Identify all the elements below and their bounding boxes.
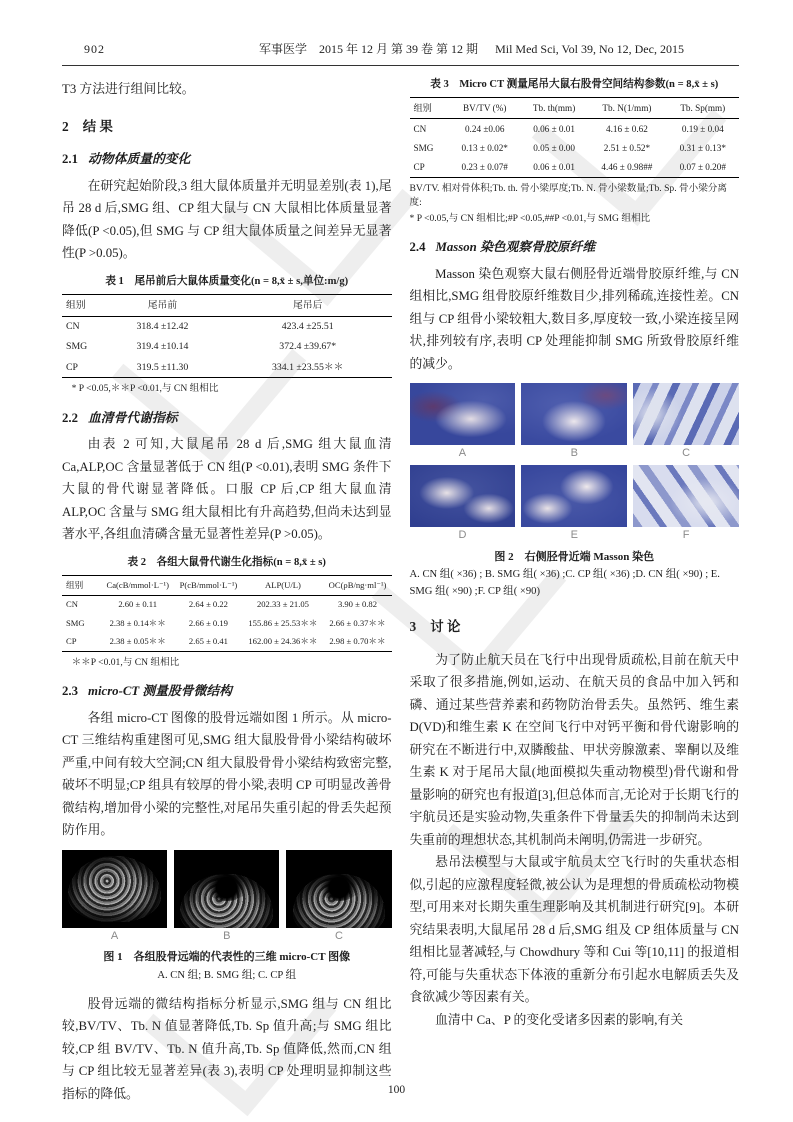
masson-image-cn-90 bbox=[410, 465, 516, 527]
subsection-number: 2.1 bbox=[62, 152, 78, 167]
subsection-title: 动物体质量的变化 bbox=[88, 152, 191, 167]
journal-title-en: Mil Med Sci, Vol 39, No 12, Dec, 2015 bbox=[495, 42, 684, 56]
column-header: P(cB/mmol·L⁻¹) bbox=[174, 575, 242, 595]
table-row bbox=[410, 119, 740, 139]
paragraph-microstructure-indexes: 股骨远端的微结构指标分析显示,SMG 组与 CN 组比较,BV/TV、Tb. N 值显著降低,Tb. Sp 值升高;与 SMG 组比较,CP 组 BV/TV、Tb. N 值升高,Tb. Sp 值降低,然而,CN 组与 CP 组比较无显著差异(表 3),表明 CP 处理明显抑制这些指标的降低。 bbox=[62, 996, 392, 1101]
column-header: Ca(cB/mmol·L⁻¹) bbox=[101, 575, 174, 595]
section-number: 2 bbox=[62, 118, 69, 134]
cell: 0.23 ± 0.07# bbox=[461, 162, 508, 173]
right-column bbox=[410, 78, 740, 1105]
cell: 423.4 ±25.51 bbox=[281, 321, 334, 333]
figure1-caption: 图 1 各组股骨远端的代表性的三维 micro-CT 图像 bbox=[103, 951, 351, 964]
cell: 162.00 ± 24.36＊＊ bbox=[248, 635, 318, 646]
figure2-panel-f bbox=[633, 465, 739, 542]
figure2-caption: 图 2 右侧胫骨近端 Masson 染色 bbox=[494, 550, 655, 563]
column-header: 尾吊后 bbox=[224, 294, 392, 316]
cell: 0.19 ± 0.04 bbox=[681, 123, 724, 134]
microct-image-smg bbox=[174, 850, 279, 928]
cell: CP bbox=[413, 162, 425, 173]
column-header: OC(ρB/ng·ml⁻¹) bbox=[323, 575, 391, 595]
cell: 334.1 ±23.55＊＊ bbox=[271, 361, 344, 373]
cell: 0.13 ± 0.02* bbox=[461, 142, 508, 153]
section-title: 结 果 bbox=[82, 118, 113, 134]
figure2-panel-c bbox=[633, 383, 739, 460]
paragraph-masson: Masson 染色观察大鼠右侧胫骨近端骨胶原纤维,与 CN 组相比,SMG 组骨胶原纤维数目少,排列稀疏,连接性差。CN 组与 CP 组骨小梁较粗大,数目多,厚度较一致,小梁连接呈网状,排列较有序,表明 CP 处理能抑制 SMG 所致骨胶原纤维的减少。 bbox=[409, 266, 739, 371]
figure2-panel-a bbox=[410, 383, 516, 460]
panel-label: D bbox=[458, 529, 467, 542]
cell: SMG bbox=[66, 617, 85, 628]
section-heading-2 bbox=[62, 115, 392, 139]
section-number: 3 bbox=[409, 619, 417, 635]
figure1-block bbox=[62, 850, 392, 985]
discussion-paragraph-2: 悬吊法模型与大鼠或宇航员太空飞行时的失重状态相似,引起的应激程度轻微,被公认为是理想的骨质疏松动物模型,可用来对长期失重生理影响及其机制进行研究[9]。本研究结果表明,大鼠尾吊 28 d 后,SMG 组及 CP 组体质量与 CN 组相比显著减轻,与 Chowdhury 等和 Cui 等[10,11] 的报道相符,可能与失重状态下体液的重新分布引起水电解质丢失及食欲减少等因素有关。 bbox=[409, 855, 739, 1005]
panel-label: C bbox=[682, 447, 691, 460]
footer-page-number: 100 bbox=[387, 1084, 406, 1096]
table1-header-row bbox=[62, 294, 392, 316]
cell: CN bbox=[413, 123, 427, 134]
header-page-number: 902 bbox=[84, 42, 105, 56]
subsection-heading-2-3 bbox=[62, 680, 392, 703]
table-row bbox=[410, 138, 740, 157]
left-column bbox=[62, 78, 392, 1105]
table-row bbox=[62, 316, 392, 337]
table3-header-row bbox=[410, 97, 740, 118]
cell: 0.07 ± 0.20# bbox=[679, 162, 726, 173]
panel-label: F bbox=[682, 529, 690, 542]
cell: 319.5 ±11.30 bbox=[136, 361, 189, 373]
table-row bbox=[410, 158, 740, 178]
table2 bbox=[62, 575, 392, 652]
cell: 2.60 ± 0.11 bbox=[118, 599, 158, 610]
figure2-block bbox=[410, 383, 740, 601]
cell: 3.90 ± 0.82 bbox=[337, 599, 378, 610]
panel-label: A bbox=[458, 447, 467, 460]
table2-header-row bbox=[62, 575, 392, 595]
panel-label: A bbox=[110, 929, 119, 942]
table-row bbox=[62, 357, 392, 378]
bone-structure bbox=[68, 856, 161, 922]
section-heading-3 bbox=[410, 615, 740, 639]
cell: 0.05 ± 0.00 bbox=[533, 142, 575, 153]
cell: CN bbox=[66, 321, 80, 333]
column-header: BV/TV (%) bbox=[449, 97, 521, 118]
panel-label: E bbox=[570, 529, 578, 542]
discussion-paragraph-3: 血清中 Ca、P 的变化受诸多因素的影响,有关 bbox=[435, 1012, 684, 1027]
masson-image-smg-90 bbox=[521, 465, 627, 527]
subsection-heading-2-1 bbox=[62, 148, 392, 171]
column-header: 组别 bbox=[410, 97, 449, 118]
cell: 2.98 ± 0.70＊＊ bbox=[329, 635, 386, 646]
table-row bbox=[62, 632, 392, 651]
table-row bbox=[62, 614, 392, 632]
paragraph-microct: 各组 micro-CT 图像的股骨远端如图 1 所示。从 micro-CT 三维结构重建图可见,SMG 组大鼠股骨骨小梁结构破坏严重,中间有较大空洞;CN 组大鼠股骨骨小梁结构致密完整,破坏不明显;CP 组具有较厚的骨小梁,表明 CP 可明显改善骨微结构,增加骨小梁的完整性,对尾吊失重引起的骨丢失起预防作用。 bbox=[62, 710, 392, 838]
figure2-images bbox=[410, 383, 740, 543]
running-header bbox=[62, 34, 739, 66]
table1-block bbox=[62, 275, 392, 397]
column-header: 组别 bbox=[62, 575, 101, 595]
cell: 2.66 ± 0.19 bbox=[188, 617, 228, 628]
column-header: ALP(U/L) bbox=[242, 575, 323, 595]
figure1-panel-b bbox=[174, 850, 279, 943]
figure1-subcaption: A. CN 组; B. SMG 组; C. CP 组 bbox=[157, 969, 297, 981]
cell: CN bbox=[66, 599, 78, 610]
figure2-panel-b bbox=[521, 383, 627, 460]
journal-title-cn: 军事医学 2015 年 12 月 第 39 卷 第 12 期 bbox=[259, 42, 479, 56]
cell: 2.64 ± 0.22 bbox=[188, 599, 228, 610]
table3 bbox=[410, 97, 740, 178]
column-header: Tb. Sp(mm) bbox=[667, 97, 739, 118]
cell: 319.4 ±10.14 bbox=[136, 341, 189, 353]
figure2-panel-d bbox=[410, 465, 516, 542]
masson-image-cn-36 bbox=[410, 383, 516, 445]
masson-image-smg-36 bbox=[521, 383, 627, 445]
table2-footnote: ＊＊P <0.01,与 CN 组相比 bbox=[71, 656, 180, 668]
subsection-heading-2-2 bbox=[62, 407, 392, 430]
cell: CP bbox=[66, 635, 77, 646]
table1-footnote: * P <0.05,＊＊P <0.01,与 CN 组相比 bbox=[71, 383, 219, 395]
figure1-images bbox=[62, 850, 392, 943]
subsection-heading-2-4 bbox=[410, 236, 740, 259]
paragraph-body-mass: 在研究起始阶段,3 组大鼠体质量并无明显差别(表 1),尾吊 28 d 后,SMG 组、CP 组大鼠与 CN 大鼠相比体质量显著降低(P <0.05),但 SMG 与 CP 组大鼠体质量之间差异无显著性(P >0.05)。 bbox=[62, 178, 392, 261]
table1-title: 表 1 尾吊前后大鼠体质量变化(n = 8,x̄ ± s,单位:m/g) bbox=[105, 275, 349, 287]
masson-image-cp-36 bbox=[633, 383, 739, 445]
cell: 2.66 ± 0.37＊＊ bbox=[329, 617, 386, 628]
cell: 0.31 ± 0.13* bbox=[679, 142, 726, 153]
figure1-panel-c bbox=[286, 850, 391, 943]
subsection-number: 2.3 bbox=[62, 684, 78, 699]
two-column-body bbox=[62, 78, 739, 1105]
bone-structure bbox=[293, 874, 386, 928]
table1 bbox=[62, 294, 392, 379]
table3-footnote-1: BV/TV. 相对骨体积;Tb. th. 骨小梁厚度;Tb. N. 骨小梁数量;Tb. Sp. 骨小梁分离度: bbox=[409, 182, 727, 209]
cell: 4.16 ± 0.62 bbox=[606, 123, 648, 134]
cell: 318.4 ±12.42 bbox=[136, 321, 189, 333]
subsection-number: 2.4 bbox=[409, 240, 426, 254]
panel-label: B bbox=[223, 929, 231, 942]
table3-footnote-2: * P <0.05,与 CN 组相比;#P <0.05,##P <0.01,与 SMG 组相比 bbox=[409, 212, 651, 224]
paragraph-serum: 由表 2 可知,大鼠尾吊 28 d 后,SMG 组大鼠血清 Ca,ALP,OC 含量显著低于 CN 组(P <0.01),表明 SMG 条件下大鼠的骨代谢显著降低。口服 CP 后,CP 组大鼠血清 ALP,OC 含量与 SMG 组大鼠相比有升高趋势,但尚未达到显著水平,各组血清磷含量无显著性差异(P >0.05)。 bbox=[62, 437, 392, 542]
cell: 2.65 ± 0.41 bbox=[188, 635, 228, 646]
cell: 155.86 ± 25.53＊＊ bbox=[248, 617, 318, 628]
figure2-panel-e bbox=[521, 465, 627, 542]
cell: 0.24 ±0.06 bbox=[464, 123, 505, 134]
microct-image-cp bbox=[286, 850, 391, 928]
table3-block bbox=[410, 78, 740, 226]
microct-image-cn bbox=[62, 850, 167, 928]
cell: 0.06 ± 0.01 bbox=[533, 123, 575, 134]
section-title: 讨 论 bbox=[430, 619, 461, 635]
panel-label: C bbox=[334, 929, 343, 942]
subsection-title: micro-CT 测量股骨微结构 bbox=[88, 684, 232, 699]
cell: CP bbox=[66, 361, 78, 373]
table2-block bbox=[62, 556, 392, 670]
cell: 2.38 ± 0.05＊＊ bbox=[109, 635, 166, 646]
table3-title: 表 3 Micro CT 测量尾吊大鼠右股骨空间结构参数(n = 8,x̄ ± s) bbox=[430, 79, 719, 90]
cell: 0.06 ± 0.01 bbox=[533, 162, 575, 173]
cell: 2.38 ± 0.14＊＊ bbox=[109, 617, 166, 628]
continued-paragraph: T3 方法进行组间比较。 bbox=[62, 82, 195, 96]
column-header: Tb. th(mm) bbox=[521, 97, 587, 118]
column-header: 组别 bbox=[62, 294, 101, 316]
masson-image-cp-90 bbox=[633, 465, 739, 527]
cell: SMG bbox=[66, 341, 88, 353]
column-header: Tb. N(1/mm) bbox=[587, 97, 666, 118]
table-row bbox=[62, 595, 392, 614]
figure2-subcaption: A. CN 组( ×36) ; B. SMG 组( ×36) ;C. CP 组( ×36) ;D. CN 组( ×90) ; E. SMG 组( ×90) ;F. CP 组( ×90) bbox=[409, 569, 720, 598]
subsection-title: Masson 染色观察骨胶原纤维 bbox=[435, 240, 596, 254]
table2-title: 表 2 各组大鼠骨代谢生化指标(n = 8,x̄ ± s) bbox=[127, 556, 326, 568]
column-header: 尾吊前 bbox=[101, 294, 224, 316]
panel-label: B bbox=[570, 447, 578, 460]
journal-title-line bbox=[204, 40, 739, 57]
table-row bbox=[62, 337, 392, 357]
subsection-title: 血清骨代谢指标 bbox=[88, 410, 178, 425]
figure1-panel-a bbox=[62, 850, 167, 943]
subsection-number: 2.2 bbox=[62, 410, 78, 425]
discussion-paragraph-1: 为了防止航天员在飞行中出现骨质疏松,目前在航天中采取了很多措施,例如,运动、在航天员的食品中加入钙和磷、通过某些营养素和药物防治骨丢失。虽然钙、维生素 D(VD)和维生素 K 在空间飞行中对钙平衡和骨代谢影响的研究在不断进行中,双膦酸盐、甲状旁腺激素、睾酮以及维生素 K 对于尾吊大鼠(地面模拟失重动物模型)骨代谢和骨量影响的研究也有报道[3],但总体而言,无论对于长期飞行的宇航员还是实验动物,失重条件下骨量丢失的抑制尚未达到失重前的理想状态,其机制尚未阐明,仍需进一步研究。 bbox=[409, 652, 739, 847]
bone-structure bbox=[180, 874, 273, 928]
cell: SMG bbox=[413, 142, 434, 153]
cell: 4.46 ± 0.98## bbox=[601, 162, 653, 173]
cell: 2.51 ± 0.52* bbox=[603, 142, 651, 153]
cell: 202.33 ± 21.05 bbox=[256, 599, 309, 610]
cell: 372.4 ±39.67* bbox=[279, 341, 337, 353]
